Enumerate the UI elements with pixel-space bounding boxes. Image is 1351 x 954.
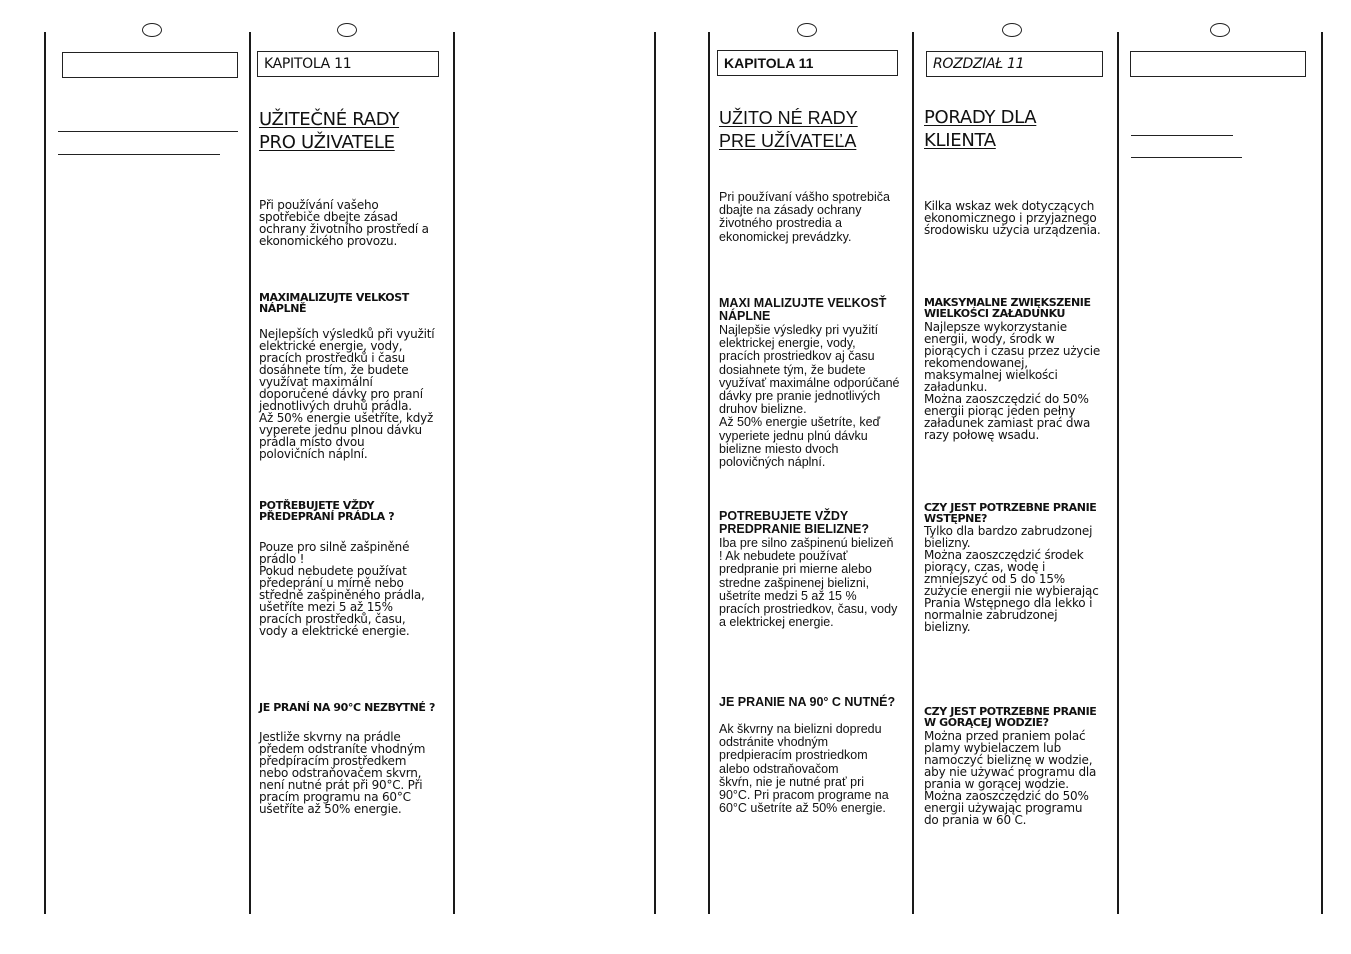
subheading-prewash: POTREBUJETE VŽDY PREDPRANIE BIELIZNE? <box>719 509 870 537</box>
chapter-label: ROZDZIAŁ 11 <box>933 56 1025 72</box>
chapter-box <box>926 51 1103 77</box>
column-czech <box>259 0 449 954</box>
column-divider <box>1117 32 1119 914</box>
empty-title-rule <box>1131 157 1242 158</box>
column-divider <box>1321 32 1323 914</box>
language-circle <box>1210 23 1230 37</box>
column-polish <box>924 0 1114 954</box>
body-hot-wash: Ak škvrny na bielizni dopredu odstránite vhodným predpieracím prostriedkom alebo odstraňovačom škvŕn, nie je nutné prať pri 90°C. Pri pracom programe na 60°C ušetríte až 50% energie. <box>719 722 889 816</box>
column-slovak <box>719 0 909 954</box>
subheading-load: MAXIMALIZUJTE VELKOST NÁPLNĚ <box>259 291 409 315</box>
section-title: PORADY DLA KLIENTA <box>924 107 1037 151</box>
subheading-hot-wash: CZY JEST POTRZEBNE PRANIE W GORĄCEJ WODZIE? <box>924 705 1097 729</box>
body-prewash: Iba pre silno zašpinenú bielizeň ! Ak nebudete používať predpranie pri mierne alebo stredne zašpinenej bielizni, ušetríte medzi 5 až 15 % pracích prostriedkov, času, vody a elektrickej energie. <box>719 536 898 630</box>
intro-text: Pri používaní vášho spotrebiča dbajte na zásady ochrany životného prostredia a ekonomickej prevádzky. <box>719 190 890 244</box>
body-hot-wash: Jestliže skvrny na prádle předem odstraníte vhodným předpíracím prostředkem nebo odstraňovačem skvrn, není nutné prát při 90°C. Při pracím programu na 60°C ušetříte až 50% energie. <box>259 730 426 816</box>
intro-text: Kilka wskaz wek dotyczących ekonomicznego i przyjaznego środowisku użycia urządzenia. <box>924 199 1101 237</box>
column-divider <box>453 32 455 914</box>
body-prewash: Tylko dla bardzo zabrudzonej bielizny. Można zaoszczędzić środek piorący, czas, wodę i zmniejszyć od 5 do 15% zużycie energii nie wybierając Prania Wstępnego dla lekko i normalnie zabrudzonej bielizny. <box>924 524 1099 634</box>
body-load: Najlepsze wykorzystanie energii, wody, środk w piorących i czasu przez użycie rekomendowanej, maksymalnej wielkości załadunku. Można zaoszczędzić do 50% energii piorąc jeden pełny załadunek zamiast prać dwa razy połowę wsadu. <box>924 320 1101 442</box>
empty-chapter-box <box>62 52 238 78</box>
section-title: UŽITO NÉ RADY PRE UŽÍVATEĽA <box>719 108 858 151</box>
subheading-load: MAXI MALIZUJTE VEĽKOSŤ NÁPLNE <box>719 296 887 324</box>
subheading-hot-wash: JE PRANÍ NA 90°C NEZBYTNÉ ? <box>259 701 435 714</box>
subheading-prewash: CZY JEST POTRZEBNE PRANIE WSTĘPNE? <box>924 501 1097 525</box>
subheading-load: MAKSYMALNE ZWIĘKSZENIE WIELKOŚCI ZAŁADUNKU <box>924 296 1091 320</box>
body-load: Najlepšie výsledky pri využití elektrickej energie, vody, pracích prostriedkov aj času dosiahnete tým, že budete využívať maximálne odporúčané dávky pre pranie jednotlivých druhov bielizne. Až 50% energie ušetríte, keď vyperiete jednu plnú dávku bielizne miesto dvoch polovičných náplní. <box>719 323 900 470</box>
body-hot-wash: Można przed praniem polać plamy wybielaczem lub namoczyć bieliznę w wodzie, aby nie używać programu dla prania w gorącej wodzie. Można zaoszczędzić do 50% energii używając programu do prania w 60 C. <box>924 729 1097 827</box>
column-divider <box>708 32 710 914</box>
section-title: UŽITEČNÉ RADY PRO UŽIVATELE <box>259 109 400 153</box>
chapter-box <box>257 51 439 77</box>
chapter-box <box>717 50 898 76</box>
column-divider <box>249 32 251 914</box>
subheading-prewash: POTŘEBUJETE VŽDY PŘEDEPRANÍ PRÁDLA ? <box>259 499 395 523</box>
subheading-hot-wash: JE PRANIE NA 90° C NUTNÉ? <box>719 695 896 709</box>
empty-title-rule <box>58 154 220 155</box>
body-load: Nejlepších výsledků při využití elektrické energie, vody, pracích prostředků i času dosáhnete tím, že budete využívat maximální doporučené dávky pro praní jednotlivých druhů prádla. Až 50% energie ušetříte, když vyperete jednu plnou dávku prádla místo dvou polovičních náplní. <box>259 327 435 461</box>
chapter-label: KAPITOLA 11 <box>724 55 814 71</box>
empty-title-rule <box>1131 135 1233 136</box>
language-circle <box>142 23 162 37</box>
column-divider <box>654 32 656 914</box>
empty-chapter-box <box>1130 51 1306 77</box>
chapter-label: KAPITOLA 11 <box>264 56 352 72</box>
empty-title-rule <box>58 131 238 132</box>
intro-text: Při používání vašeho spotřebiče dbejte zásad ochrany životního prostředí a ekonomického provozu. <box>259 198 429 248</box>
column-divider <box>912 32 914 914</box>
column-divider <box>44 32 46 914</box>
body-prewash: Pouze pro silně zašpiněné prádlo ! Pokud nebudete používat předeprání u mírně nebo středně zašpiněného prádla, ušetříte mezi 5 až 15% pracích prostředků, času, vody a elektrické energie. <box>259 540 425 638</box>
